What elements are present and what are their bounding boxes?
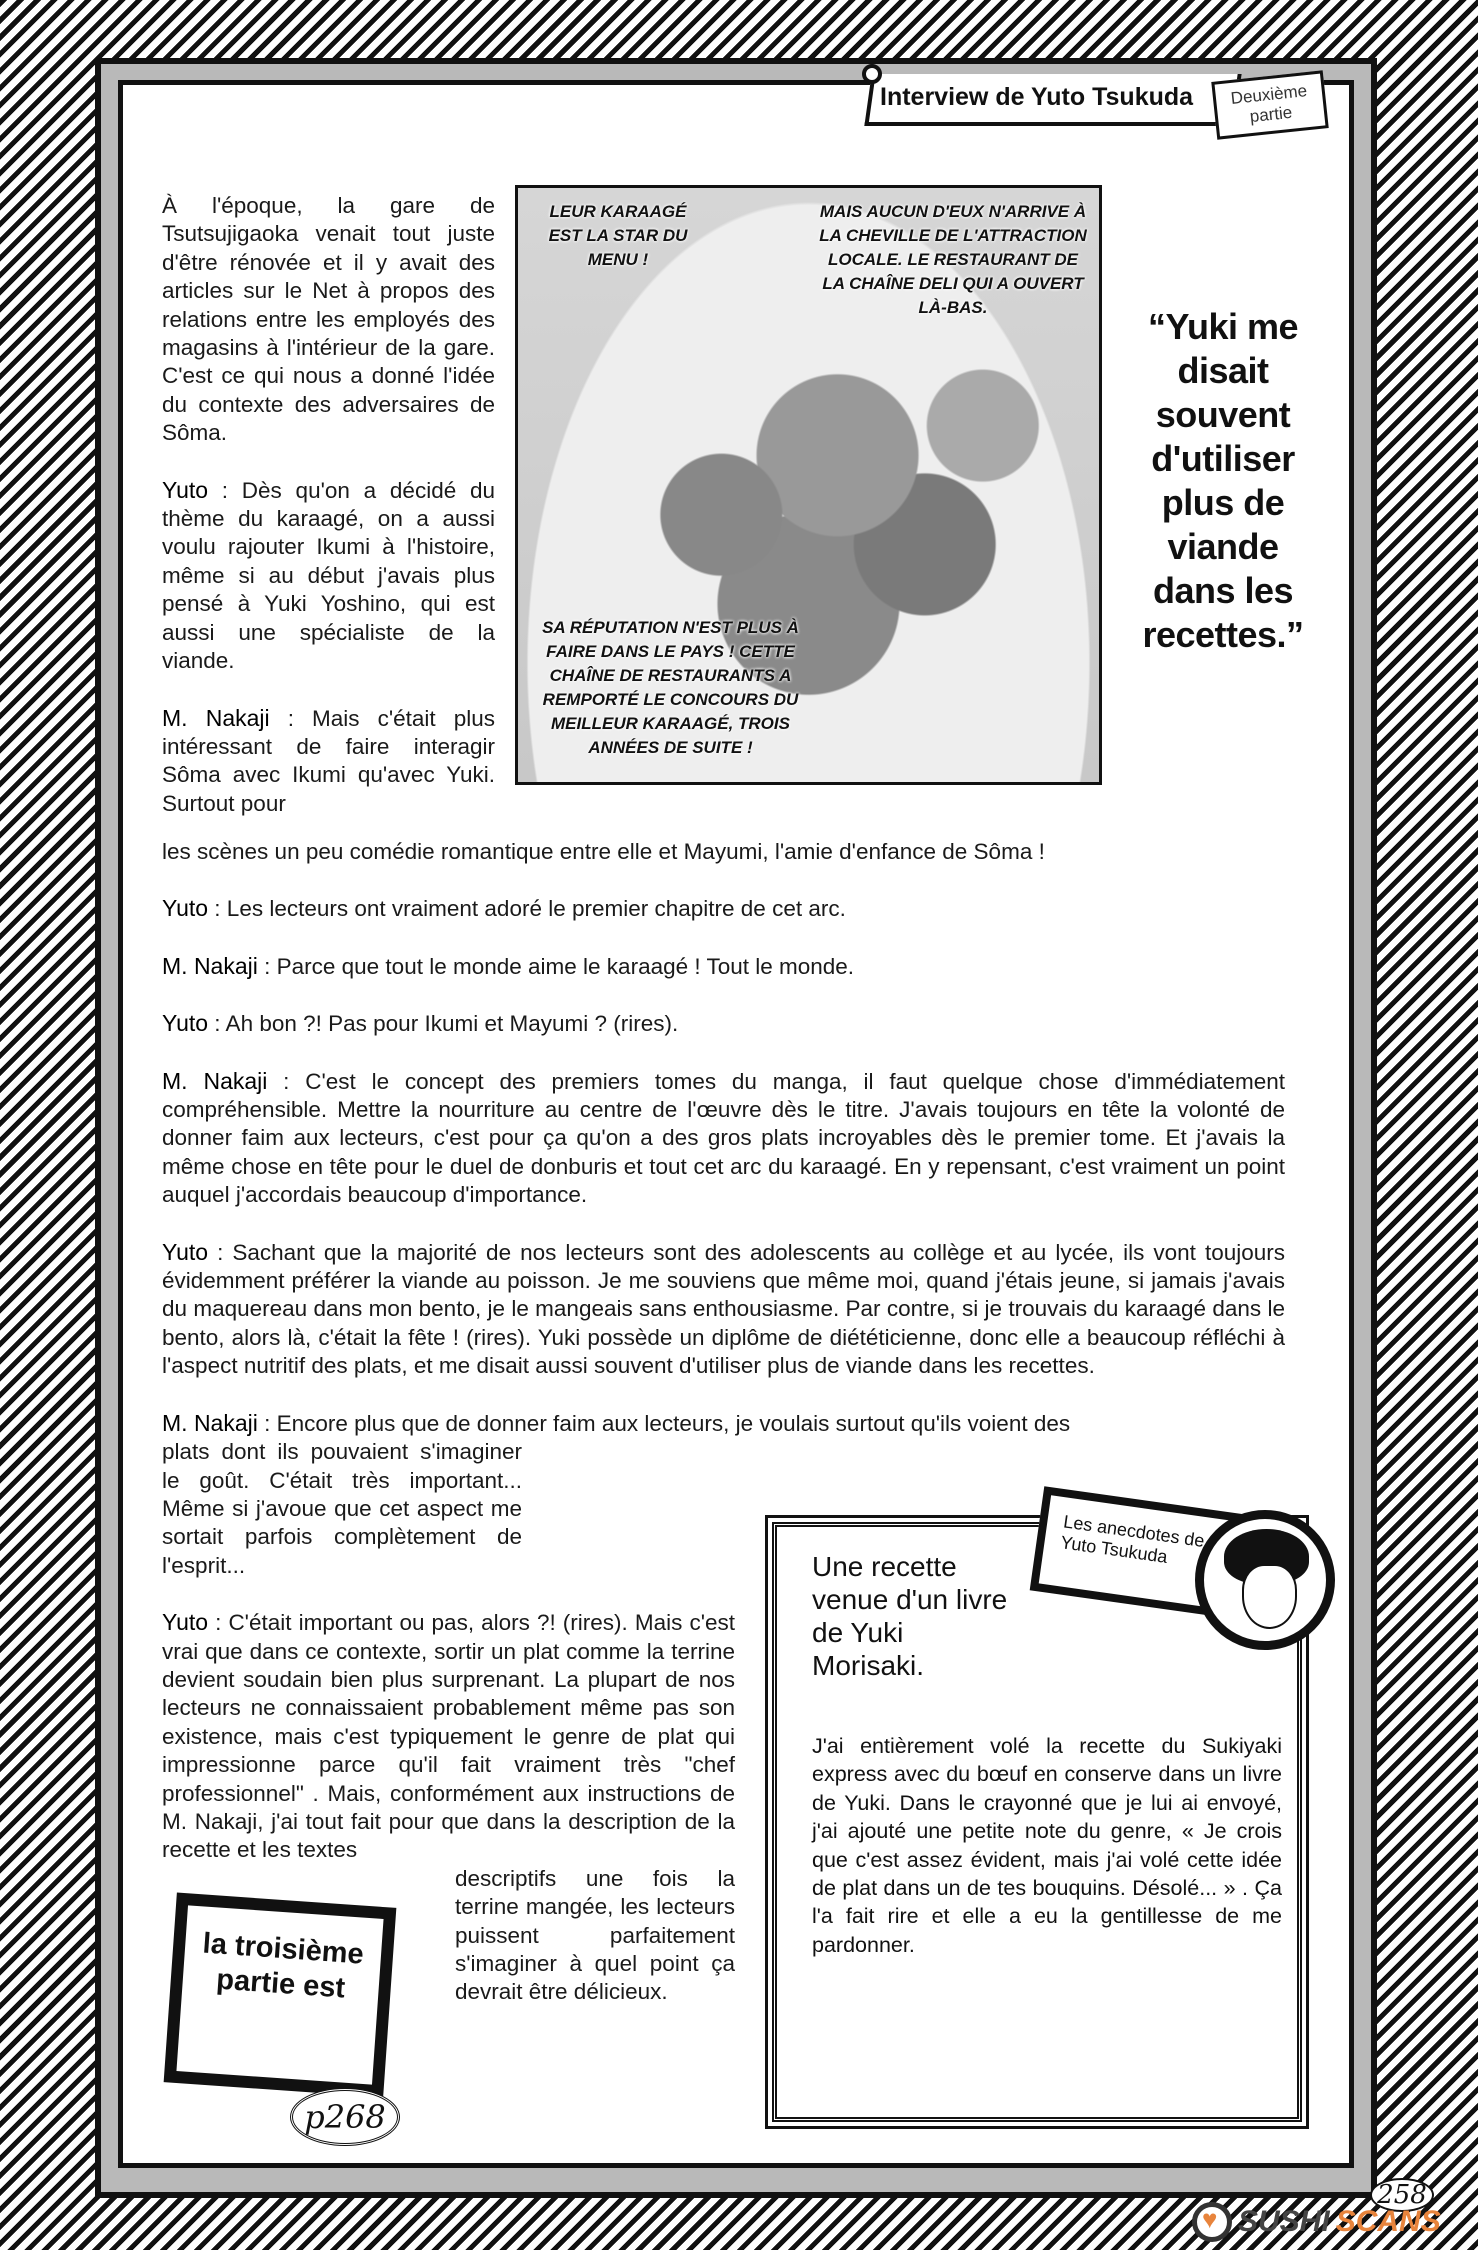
paragraph-text: : Dès qu'on a décidé du thème du karaagé, on a aussi voulu rajouter Ikumi à l'histoire, même si au début j'avais plus pensé à Yuki Yoshino, qui est aussi une spécialiste de la viande.	[162, 477, 495, 674]
paragraph	[162, 952, 1285, 981]
sushi-heart-icon	[1192, 2202, 1232, 2242]
part-badge: Deuxième partie	[1211, 70, 1328, 139]
paragraph-continuation: les scènes un peu comédie romantique entre elle et Mayumi, l'amie d'enfance de Sôma !	[162, 839, 1045, 864]
speaker: Yuto	[162, 1609, 209, 1636]
paragraph-text: : C'était important ou pas, alors ?! (rires). Mais c'est vrai que dans ce contexte, sortir un plat comme la terrine devient soudain bien plus surprenant. La plupart de nos lecteurs ne connaissaient probablement même pas son existence, mais c'est typiquement le genre de plat qui impressionne parce qu'il fait vraiment très "chef professionnel" . Mais, conformément aux instructions de M. Nakaji, j'ai tout fait pour que dans la description de la recette et les textes	[162, 1610, 735, 1863]
title-pin-icon	[862, 64, 882, 84]
paragraph	[162, 704, 495, 819]
paragraph-text: : Mais c'était plus intéressant de faire interagir Sôma avec Ikumi qu'avec Yuki. Surtout pour	[162, 705, 495, 816]
paragraph-text: : Ah bon ?! Pas pour Ikumi et Mayumi ? (rires).	[208, 1011, 679, 1037]
anecdote-title: Une recette venue d'un livre de Yuki Morisaki.	[812, 1551, 1008, 1681]
pull-quote: “Yuki me disait souvent d'utiliser plus de viande dans les recettes.”	[1142, 306, 1304, 655]
logo-text-accent: SCANS	[1335, 2205, 1441, 2238]
speaker: M. Nakaji	[162, 1067, 268, 1094]
paragraph-text: : Parce que tout le monde aime le karaagé ! Tout le monde.	[257, 953, 855, 979]
next-part-page: p268	[290, 2088, 400, 2146]
paragraph	[162, 1608, 735, 1865]
paragraph	[162, 1238, 1285, 1381]
speech-text: LEUR KARAAGÉ EST LA STAR DU MENU !	[548, 202, 688, 269]
page-number: 258	[1370, 2178, 1434, 2212]
logo-text: SUSHI	[1238, 2205, 1330, 2238]
author-avatar	[1195, 1510, 1335, 1650]
anecdote-tag-label: Les anecdotes de Yuto Tsukuda	[1059, 1511, 1206, 1567]
anecdote-body: J'ai entièrement volé la recette du Sukiyaki express avec du bœuf en conserve dans un livre de Yuki. Dans le crayonné que je lui ai envoyé, j'ai ajouté une petite note du genre, « Je crois que c'est assez évident, mais j'ai volé cette idée de plat dans un de tes bouquins. Désolé... » . Ça l'a fait rire et elle a eu la gentillesse de me pardonner.	[812, 1734, 1282, 1957]
speaker: Yuto	[162, 1010, 209, 1037]
speech-text: MAIS AUCUN D'EUX N'ARRIVE À LA CHEVILLE DE L'ATTRACTION LOCALE. LE RESTAURANT DE LA CHAÎNE DELI QUI A OUVERT LÀ-BAS.	[819, 202, 1087, 317]
paragraph	[162, 1409, 1285, 1438]
paragraph-text: : Sachant que la majorité de nos lecteurs sont des adolescents au collège et au lycée, ils vont toujours évidemment préférer la viande au poisson. Je me souviens que même moi, quand j'étais jeune, si jamais j'avais du maquereau dans mon bento, je le mangeais sans enthousiasme. Par contre, si je trouvais du karaagé dans le bento, alors là, c'était la fête ! (rires). Yuki possède un diplôme de diététicienne, donc elle a beaucoup réfléchi à l'aspect nutritif des plats, et me disait aussi souvent d'utiliser plus de viande dans les recettes.	[162, 1239, 1285, 1379]
speech-text: SA RÉPUTATION N'EST PLUS À FAIRE DANS LE PAYS ! CETTE CHAÎNE DE RESTAURANTS A REMPORTÉ LE CONCOURS DU MEILLEUR KARAAGÉ, TROIS ANNÉES DE SUITE !	[542, 618, 799, 757]
scanlation-logo	[1192, 2202, 1441, 2242]
intro-paragraph: À l'époque, la gare de Tsutsujigaoka venait tout juste d'être rénovée et il y avait des articles sur le Net à propos des relations entre les employés des magasins à l'intérieur de la gare. C'est ce qui nous a donné l'idée du contexte des adversaires de Sôma.	[162, 193, 495, 446]
paragraph-text: : Encore plus que de donner faim aux lecteurs, je voulais surtout qu'ils voient des	[257, 1410, 1071, 1436]
paragraph	[162, 1067, 1285, 1210]
paragraph-continuation: descriptifs une fois la terrine mangée, les lecteurs puissent parfaitement s'imaginer à quel point ça devrait être délicieux.	[455, 1865, 735, 2005]
speaker: Yuto	[162, 476, 209, 503]
paragraph	[162, 1009, 1285, 1038]
speaker: Yuto	[162, 1238, 209, 1265]
page-title: Interview de Yuto Tsukuda	[880, 83, 1194, 111]
paragraph-text: : C'est le concept des premiers tomes du manga, il faut quelque chose d'immédiatement compréhensible. Mettre la nourriture au centre de l'œuvre dès le titre. J'avais toujours en tête la volonté de donner faim aux lecteurs, c'est pour ça qu'on a des gros plats incroyables dès le premier tome. Et j'avais la même chose en tête pour le duel de donburis et tout cet arc du karaagé. En y repensant, c'est vraiment un point auquel j'accordais beaucoup d'importance.	[162, 1068, 1285, 1208]
speaker: M. Nakaji	[162, 952, 258, 979]
paragraph	[162, 894, 1285, 923]
speaker: Yuto	[162, 895, 209, 922]
next-part-box: la troisième partie est	[164, 1893, 397, 2098]
paragraph	[162, 476, 495, 676]
speaker: M. Nakaji	[162, 704, 270, 731]
manga-panel-karaage	[515, 185, 1102, 785]
paragraph-text: : Les lecteurs ont vraiment adoré le premier chapitre de cet arc.	[208, 896, 846, 922]
left-column	[162, 192, 495, 846]
speaker: M. Nakaji	[162, 1409, 258, 1436]
paragraph-continuation: plats dont ils pouvaient s'imaginer le goût. C'était très important... Même si j'avoue que cet aspect me sortait parfois complètement de l'esprit...	[162, 1439, 522, 1578]
